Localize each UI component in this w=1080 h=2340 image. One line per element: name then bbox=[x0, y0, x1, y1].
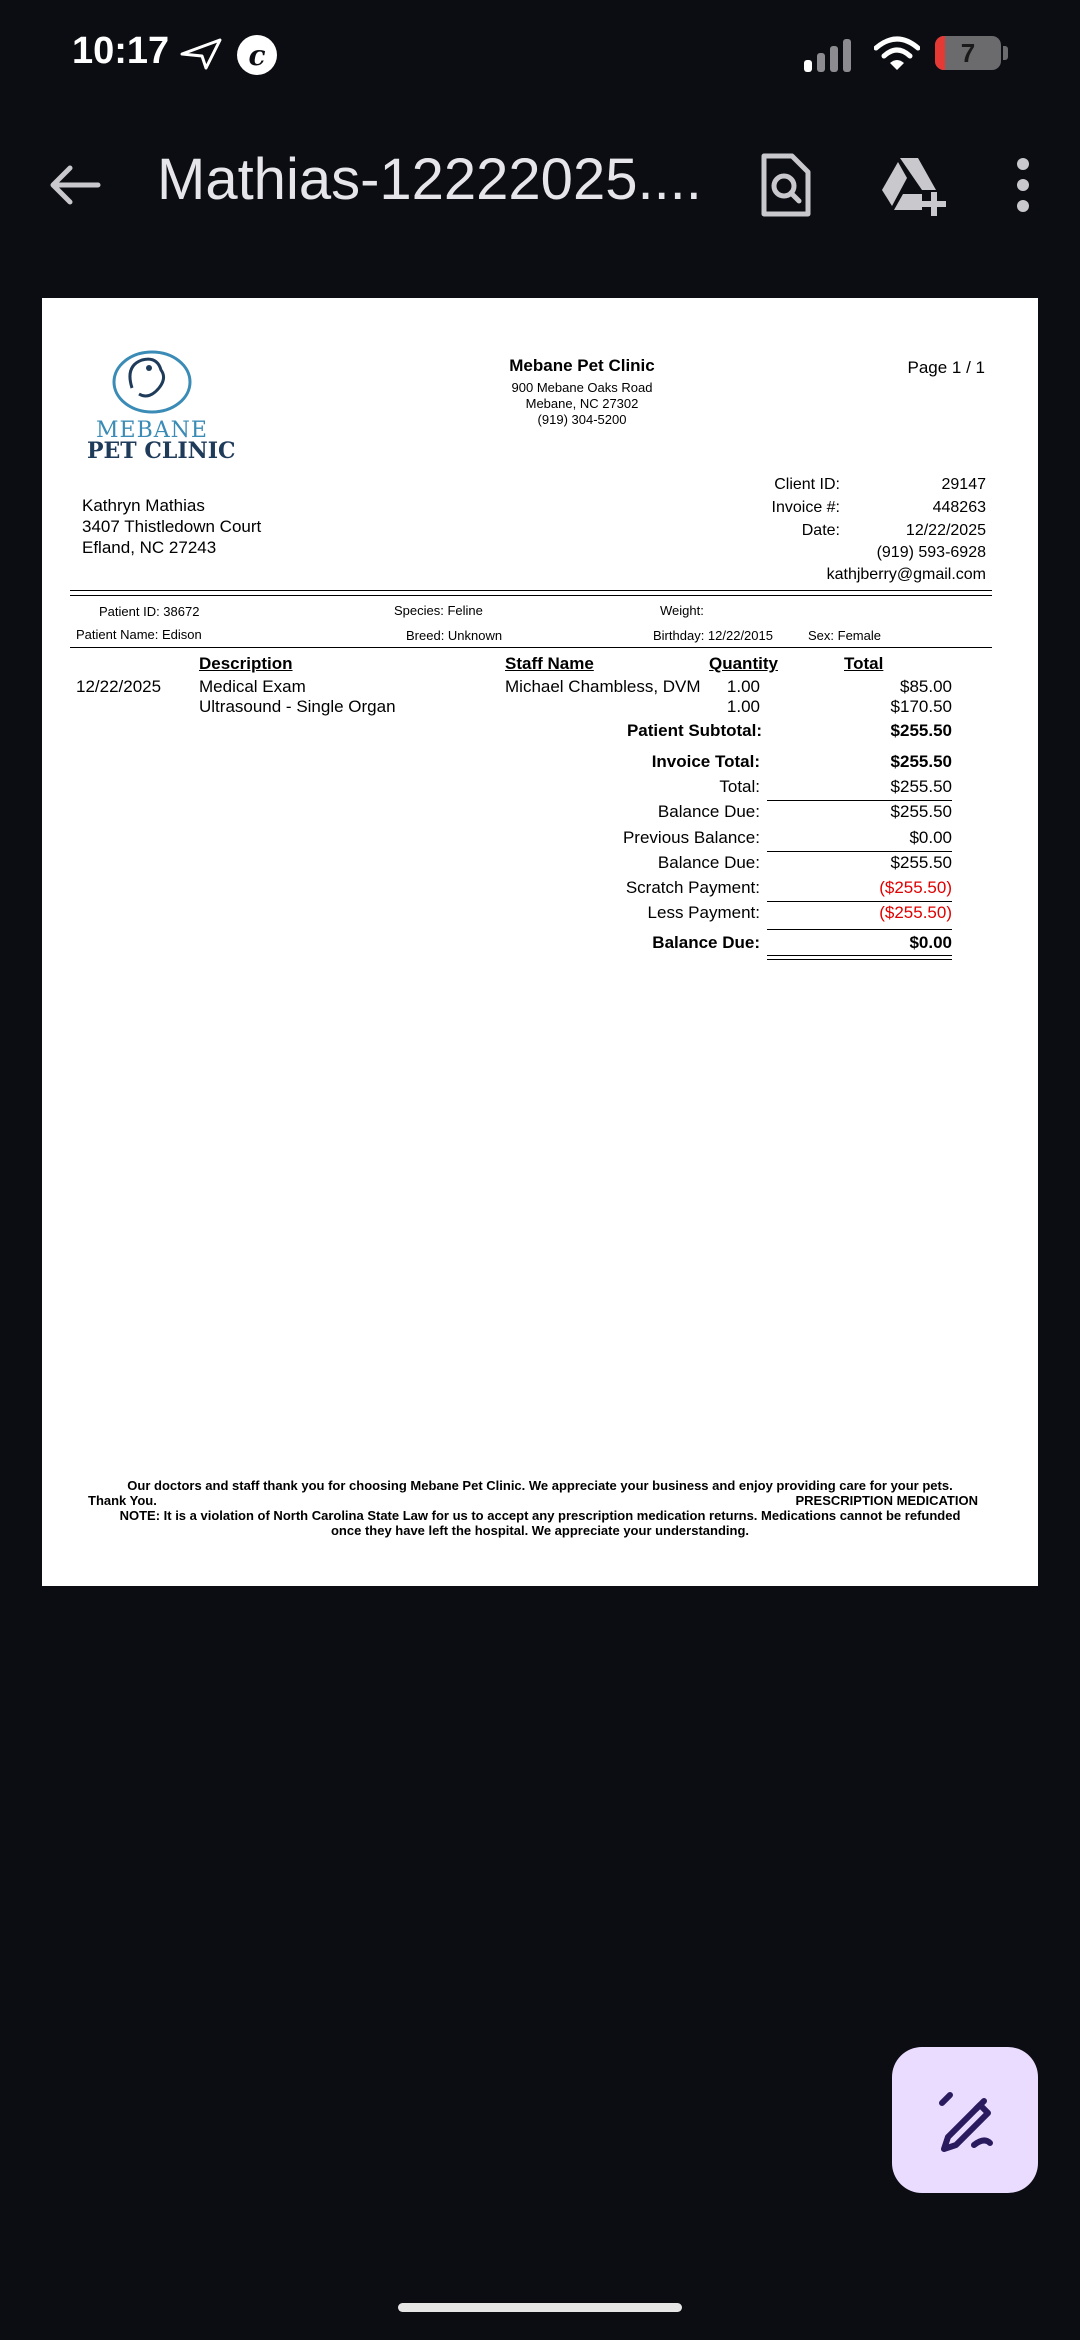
patient-top-rule-2 bbox=[70, 595, 992, 596]
summary-rule bbox=[767, 800, 952, 801]
item-total: $85.00 bbox=[900, 677, 952, 696]
page-number: Page 1 / 1 bbox=[907, 358, 985, 377]
patient-breed: Breed: Unknown bbox=[406, 628, 503, 643]
item-quantity: 1.00 bbox=[726, 697, 760, 716]
summary-rule bbox=[767, 929, 952, 930]
patient-top-rule bbox=[70, 590, 992, 591]
balance-due-label: Balance Due: bbox=[657, 853, 760, 872]
patient-id: Patient ID: 38672 bbox=[99, 604, 200, 619]
battery-tip bbox=[1003, 46, 1008, 60]
less-payment-value: ($255.50) bbox=[879, 903, 952, 922]
footer-thank-you: Thank You. bbox=[88, 1493, 157, 1508]
wifi-icon bbox=[874, 36, 920, 72]
final-double-rule bbox=[767, 959, 952, 960]
invoice-number-label: Invoice #: bbox=[771, 499, 840, 516]
patient-subtotal-label: Patient Subtotal: bbox=[626, 721, 762, 740]
col-total: Total bbox=[844, 654, 884, 673]
clinic-logo bbox=[87, 348, 217, 418]
client-city: Efland, NC 27243 bbox=[82, 538, 217, 557]
footer-thanks: Our doctors and staff thank you for choosing Mebane Pet Clinic. We appreciate your business and enjoy providing care for your pets. bbox=[127, 1478, 953, 1493]
annotate-button[interactable] bbox=[892, 2047, 1038, 2193]
document-search-icon[interactable] bbox=[750, 150, 820, 220]
battery-level: 7 bbox=[960, 38, 976, 68]
patient-birthday: Birthday: 12/22/2015 bbox=[653, 628, 773, 643]
client-id: 29147 bbox=[941, 476, 986, 493]
document-title: Mathias-12222025.... bbox=[157, 147, 702, 212]
item-quantity: 1.00 bbox=[726, 677, 760, 696]
battery-indicator bbox=[935, 36, 1001, 70]
patient-sex: Sex: Female bbox=[808, 628, 881, 643]
invoice-total: $255.50 bbox=[890, 752, 952, 771]
logo-text-1: MEBANE bbox=[96, 418, 208, 443]
summary-rule bbox=[767, 851, 952, 852]
patient-bottom-rule bbox=[70, 647, 992, 648]
item-description: Medical Exam bbox=[199, 677, 306, 696]
pdf-page bbox=[42, 298, 1038, 1586]
balance-due-value: $255.50 bbox=[890, 802, 952, 821]
scratch-payment-label: Scratch Payment: bbox=[625, 878, 760, 897]
pen-icon bbox=[892, 2047, 1038, 2193]
final-balance-label: Balance Due: bbox=[652, 933, 760, 952]
invoice-total-label: Invoice Total: bbox=[651, 752, 760, 771]
patient-weight: Weight: bbox=[660, 603, 704, 618]
cell-signal-icon bbox=[804, 38, 860, 72]
status-time: 10:17 bbox=[72, 30, 170, 72]
status-bar bbox=[0, 0, 1080, 110]
final-double-rule bbox=[767, 955, 952, 956]
clinic-address1: 900 Mebane Oaks Road bbox=[511, 380, 653, 395]
client-name: Kathryn Mathias bbox=[82, 496, 205, 515]
client-email: kathjberry@gmail.com bbox=[826, 566, 986, 583]
svg-text:c: c bbox=[248, 39, 266, 72]
total-label: Total: bbox=[719, 777, 760, 796]
clinic-phone: (919) 304-5200 bbox=[537, 412, 627, 427]
patient-name: Patient Name: Edison bbox=[76, 627, 202, 642]
invoice-number: 448263 bbox=[932, 499, 986, 516]
logo-text-2: PET CLINIC bbox=[87, 438, 236, 464]
patient-species: Species: Feline bbox=[394, 603, 483, 618]
less-payment-label: Less Payment: bbox=[647, 903, 760, 922]
client-street: 3407 Thistledown Court bbox=[82, 517, 262, 536]
scratch-payment-value: ($255.50) bbox=[879, 878, 952, 897]
balance-due-value: $255.50 bbox=[890, 853, 952, 872]
item-date: 12/22/2025 bbox=[76, 677, 162, 696]
patient-subtotal: $255.50 bbox=[890, 721, 952, 740]
previous-balance-label: Previous Balance: bbox=[622, 828, 760, 847]
drive-add-icon[interactable] bbox=[878, 150, 948, 220]
summary-rule bbox=[767, 901, 952, 902]
app-c-icon bbox=[236, 34, 278, 76]
final-balance-value: $0.00 bbox=[909, 933, 952, 952]
item-total: $170.50 bbox=[890, 697, 952, 716]
clinic-name: Mebane Pet Clinic bbox=[509, 356, 655, 375]
footer-prescription: PRESCRIPTION MEDICATION bbox=[795, 1493, 978, 1508]
col-description: Description bbox=[199, 654, 293, 673]
total-value: $255.50 bbox=[890, 777, 952, 796]
navigation-arrow-icon bbox=[180, 38, 222, 70]
col-staff-name: Staff Name bbox=[505, 654, 594, 673]
invoice-date: 12/22/2025 bbox=[905, 522, 986, 539]
clinic-address2: Mebane, NC 27302 bbox=[525, 396, 639, 411]
more-vert-icon[interactable] bbox=[988, 150, 1058, 220]
top-app-bar bbox=[0, 130, 1080, 240]
footer-note-2: once they have left the hospital. We appreciate your understanding. bbox=[330, 1523, 749, 1538]
home-indicator[interactable] bbox=[398, 2303, 682, 2312]
client-phone: (919) 593-6928 bbox=[876, 544, 986, 561]
item-staff: Michael Chambless, DVM bbox=[505, 677, 701, 696]
footer-note: NOTE: It is a violation of North Carolina State Law for us to accept any prescription medication returns. Medications cannot be refunded bbox=[119, 1508, 961, 1523]
item-description: Ultrasound - Single Organ bbox=[199, 697, 396, 716]
previous-balance-value: $0.00 bbox=[909, 828, 952, 847]
col-quantity: Quantity bbox=[709, 654, 778, 673]
balance-due-label: Balance Due: bbox=[657, 802, 760, 821]
client-id-label: Client ID: bbox=[774, 476, 840, 493]
arrow-left-icon[interactable] bbox=[40, 150, 110, 220]
date-label: Date: bbox=[801, 522, 840, 539]
